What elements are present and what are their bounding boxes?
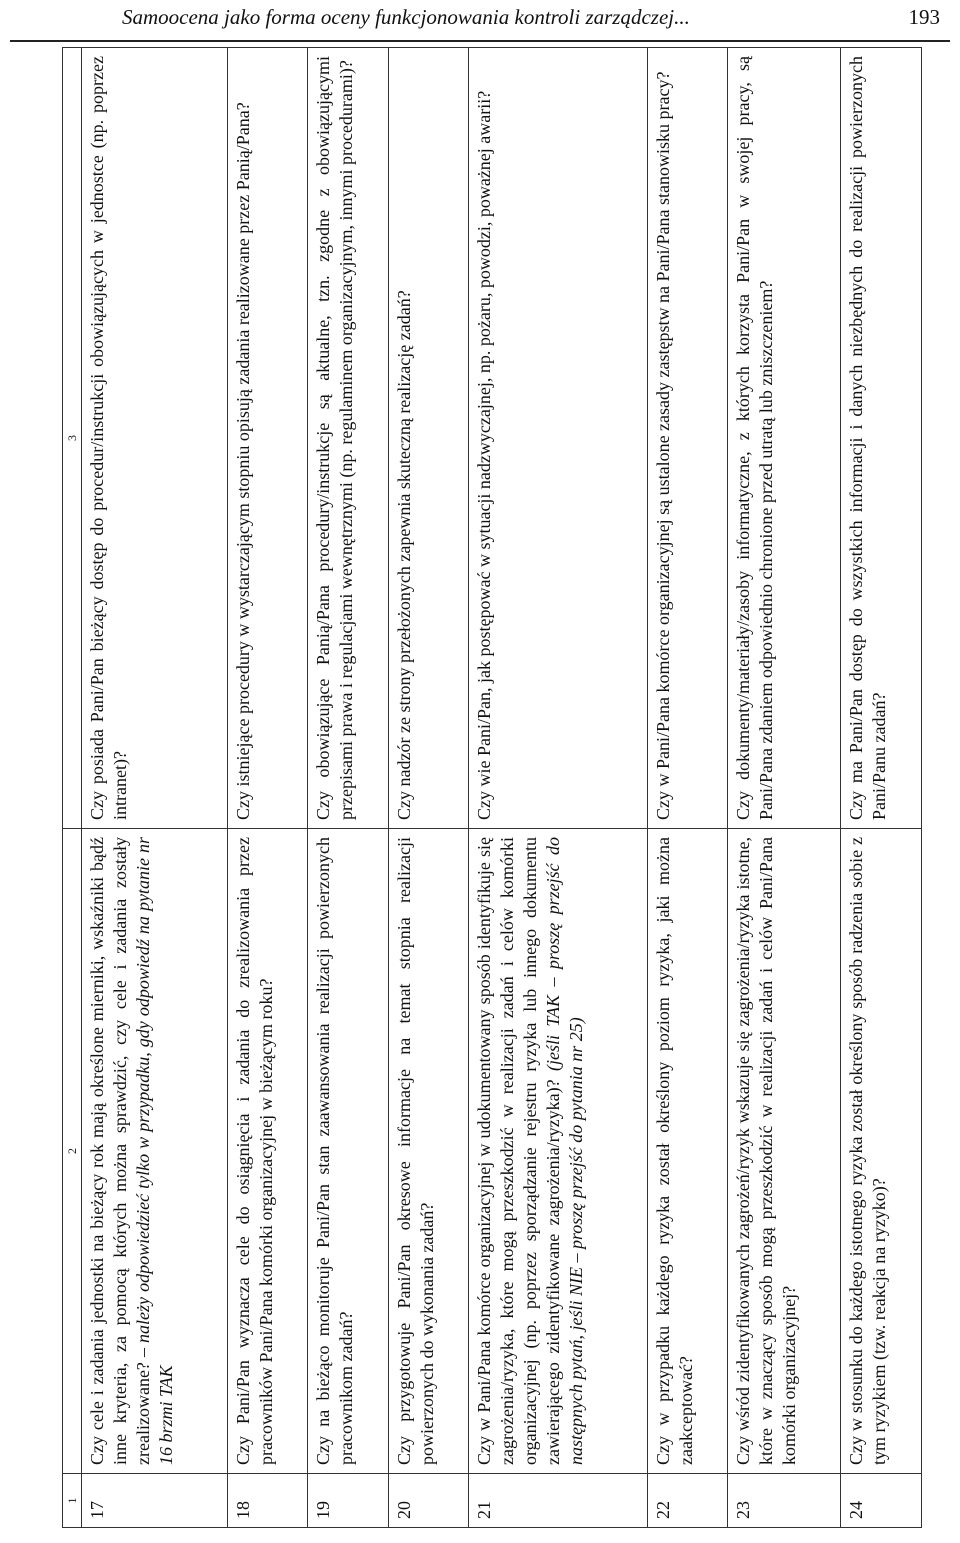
table-row: [728, 48, 841, 1528]
question-text: Czy przygotowuje Pani/Pan okresowe informacje na temat stopnia realizacji powierzonych do wykonania zadań?: [393, 837, 437, 1465]
table-row: [227, 48, 308, 1528]
questionnaire-table-rotated: [62, 48, 922, 1528]
question-col3: Czy posiada Pani/Pan bieżący dostęp do procedur/instrukcji obowiązujących w jednostce (np. poprzez intranet)?: [82, 48, 228, 829]
header-row: [63, 48, 82, 1528]
question-col2: [728, 829, 841, 1474]
question-number: 17: [82, 1474, 228, 1528]
question-note: (jeśli TAK – proszę przejść do następnych pytań, jeśli NIE – proszę przejść do pytania nr 25): [543, 837, 587, 1465]
running-head: [14, 4, 946, 38]
question-col3: Czy dokumenty/materiały/zasoby informatyczne, z których korzysta Pani/Pan w swojej pracy, są Pani/Pana zdaniem odpowiednio chronione przed utratą lub zniszczeniem?: [728, 48, 841, 829]
question-number: 24: [841, 1474, 922, 1528]
question-text: Czy w stosunku do każdego istotnego ryzyka został określony sposób radzenia sobie z tym ryzykiem (tzw. reakcja na ryzyko)?: [846, 837, 890, 1465]
question-col2: [82, 829, 228, 1474]
table-row: [388, 48, 469, 1528]
question-col3: Czy nadzór ze strony przełożonych zapewnia skuteczną realizację zadań?: [388, 48, 469, 829]
column-header-3: 3: [63, 48, 82, 829]
question-note: – należy odpowiedzieć tylko w przypadku, gdy odpowiedź na pytanie nr 16 brzmi TAK: [133, 837, 176, 1465]
page-number: 193: [908, 5, 940, 29]
table-row: [469, 48, 647, 1528]
header-rule: [10, 40, 950, 42]
question-text: Czy w przypadku każdego ryzyka został określony poziom ryzyka, jaki można zaakceptować?: [652, 837, 696, 1465]
question-col2: [388, 829, 469, 1474]
question-text: Czy na bieżąco monitoruje Pani/Pan stan zaawansowania realizacji powierzonych pracownikom zadań?: [313, 837, 357, 1465]
question-col3: Czy wie Pani/Pan, jak postępować w sytuacji nadzwyczajnej, np. pożaru, powodzi, poważnej awarii?: [469, 48, 647, 829]
question-col3: Czy istniejące procedury w wystarczającym stopniu opisują zadania realizowane przez Panią/Pana?: [227, 48, 308, 829]
question-text: Czy Pani/Pan wyznacza cele do osiągnięcia i zadania do zrealizowania przez pracowników Pani/Pana komórki organizacyjnej w bieżącym roku?: [232, 837, 276, 1465]
table-row: [841, 48, 922, 1528]
question-col2: [647, 829, 728, 1474]
question-col2: [841, 829, 922, 1474]
question-text: Czy cele i zadania jednostki na bieżący rok mają określone mierniki, wskaźniki bądź inne kryteria, za pomocą których można sprawdzić, czy cele i zadania zostały zrealizowane?: [87, 837, 153, 1465]
question-col2: [469, 829, 647, 1474]
question-number: 19: [308, 1474, 389, 1528]
question-text: Czy wśród zidentyfikowanych zagrożeń/ryzyk wskazuje się zagrożenia/ryzyka istotne, które w znaczący sposób mogą przeszkodzić w realizacji zadań i celów Pani/Pana komórki organizacyjnej?: [733, 837, 800, 1465]
question-number: 22: [647, 1474, 728, 1528]
question-col3: Czy w Pani/Pana komórce organizacyjnej są ustalone zasady zastępstw na Pani/Pana stanowisku pracy?: [647, 48, 728, 829]
questionnaire-table: [62, 47, 922, 1528]
question-text: Czy w Pani/Pana komórce organizacyjnej w udokumentowany sposób identyfikuje się zagrożenia/ryzyka, które mogą przeszkodzić w realizacji zadań i celów komórki organizacyjnej (np. poprzez sporządzanie rejestru ryzyka lub innego dokumentu zawierającego zidentyfikowane zagrożenia/ryzyka)?: [474, 837, 564, 1465]
question-number: 20: [388, 1474, 469, 1528]
question-number: 18: [227, 1474, 308, 1528]
question-col2: [227, 829, 308, 1474]
running-head-title: Samoocena jako forma oceny funkcjonowania kontroli zarządczej...: [122, 5, 690, 29]
column-header-2: 2: [63, 829, 82, 1474]
question-col3: Czy ma Pani/Pan dostęp do wszystkich informacji i danych niezbędnych do realizacji powierzonych Pani/Panu zadań?: [841, 48, 922, 829]
table-row: [308, 48, 389, 1528]
question-col3: Czy obowiązujące Panią/Pana procedury/instrukcje są aktualne, tzn. zgodne z obowiązującymi przepisami prawa i regulacjami wewnętrznymi (np. regulaminem organizacyjnym, innymi procedurami)?: [308, 48, 389, 829]
table-row: [82, 48, 228, 1528]
question-col2: [308, 829, 389, 1474]
column-header-1: 1: [63, 1474, 82, 1528]
question-number: 21: [469, 1474, 647, 1528]
question-number: 23: [728, 1474, 841, 1528]
table-row: [647, 48, 728, 1528]
